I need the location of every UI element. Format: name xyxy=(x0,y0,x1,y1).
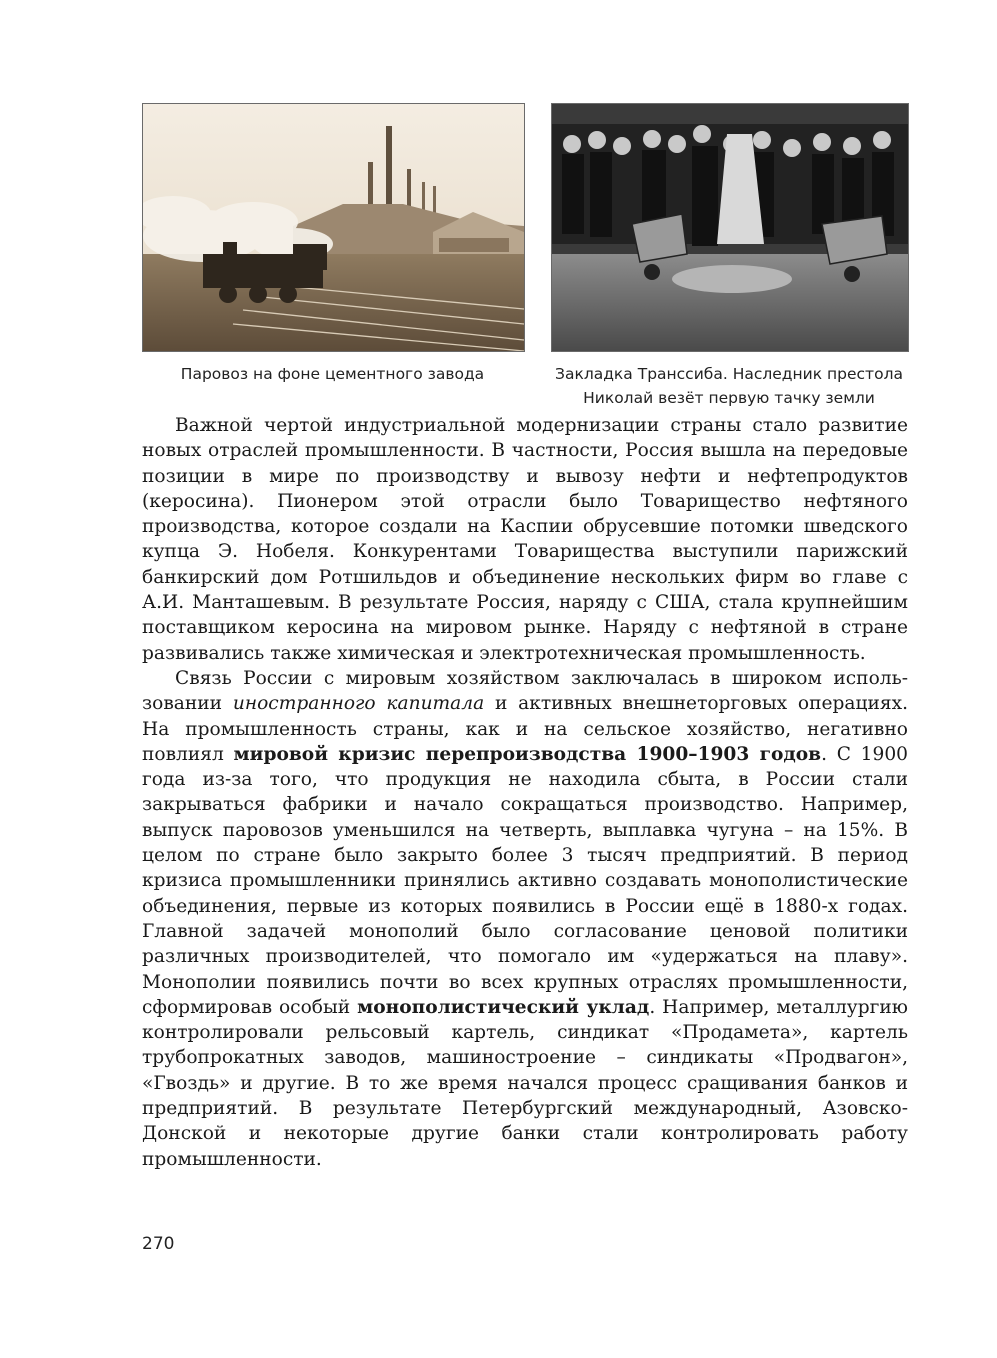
main-text xyxy=(142,413,908,1172)
caption-right-line1: Закладка Транссиба. Наследник престола xyxy=(555,365,903,383)
paragraph-2 xyxy=(142,666,908,1172)
figure-caption-right xyxy=(540,362,918,410)
caption-left-text: Паровоз на фоне цементного завода xyxy=(180,365,485,383)
bold-term-monopoly: монополистический уклад xyxy=(357,996,650,1018)
locomotive-photo-image xyxy=(143,104,524,351)
paragraph-2-part-4: . Например, металлургию контролировали рельсовый картель, синдикат «Продамета», картель трубопрокатных заводов, машиностроение – синдикаты «Продвагон», «Гвоздь» и другие. В то же время начался процесс сращивания банков и предприятий. В результате Петербургский международный, Азовско-Донской и некоторые другие банки стали контролировать работу промышленности. xyxy=(142,996,908,1170)
paragraph-2-part-3: . С 1900 года из-за того, что продукция не находила сбыта, в России стали закрываться фабрики и начало сокращаться производство. Например, выпуск паровозов уменьшился на четверть, выплавка чугуна – на 15%. В целом по стране было закрыто более 3 тысяч предприятий. В период кризиса промышленники принялись активно создавать монополистические объединения, первые из которых появились в России ещё в 1880-х годах. Главной задачей монополий было согласование ценовой политики различных производителей, что помогало им «удержаться на плаву». Монополии появились почти во всех крупных отраслях промышленности, сформировав особый xyxy=(142,743,908,1018)
paragraph-1: Важной чертой индустриальной модернизации страны стало развитие новых отраслей промышленности. В частности, Россия вышла на передовые позиции в мире по производству и вывозу нефти и нефтепродуктов (керосина). Пионером этой отрасли было Товарищество нефтяного производства, которое создали на Каспии обрусевшие потомки шведского купца Э. Нобеля. Конкурентами Товарищества выступили парижский банкирский дом Ротшильдов и объединение нескольких фирм во главе с А.И. Манташевым. В результате Россия, наряду с США, стала крупнейшим поставщиком керосина на мировом рынке. Наряду с нефтяной в стране развивались также химическая и электротехническая промышленность. xyxy=(142,415,908,664)
italic-term-foreign-capital: иностранного капитала xyxy=(232,693,485,715)
trans-siberian-ceremony-photo xyxy=(551,103,909,352)
steam-locomotive-cement-factory-photo xyxy=(142,103,525,352)
paragraph-2-part-1: Связь России с мировым хозяйством заключалась в широком использовании xyxy=(142,667,908,715)
ceremony-photo-image xyxy=(552,104,908,351)
paragraph-2-part-2: и активных внешнеторговых операциях. На промышленность страны, как и на сельское хозяйство, негативно повлиял xyxy=(142,693,908,765)
figure-caption-left xyxy=(142,362,523,386)
page-number: 270 xyxy=(142,1234,175,1254)
caption-right-line2: Николай везёт первую тачку земли xyxy=(583,389,875,407)
bold-term-crisis: мировой кризис перепроизводства 1900–1903 годов xyxy=(233,743,822,765)
